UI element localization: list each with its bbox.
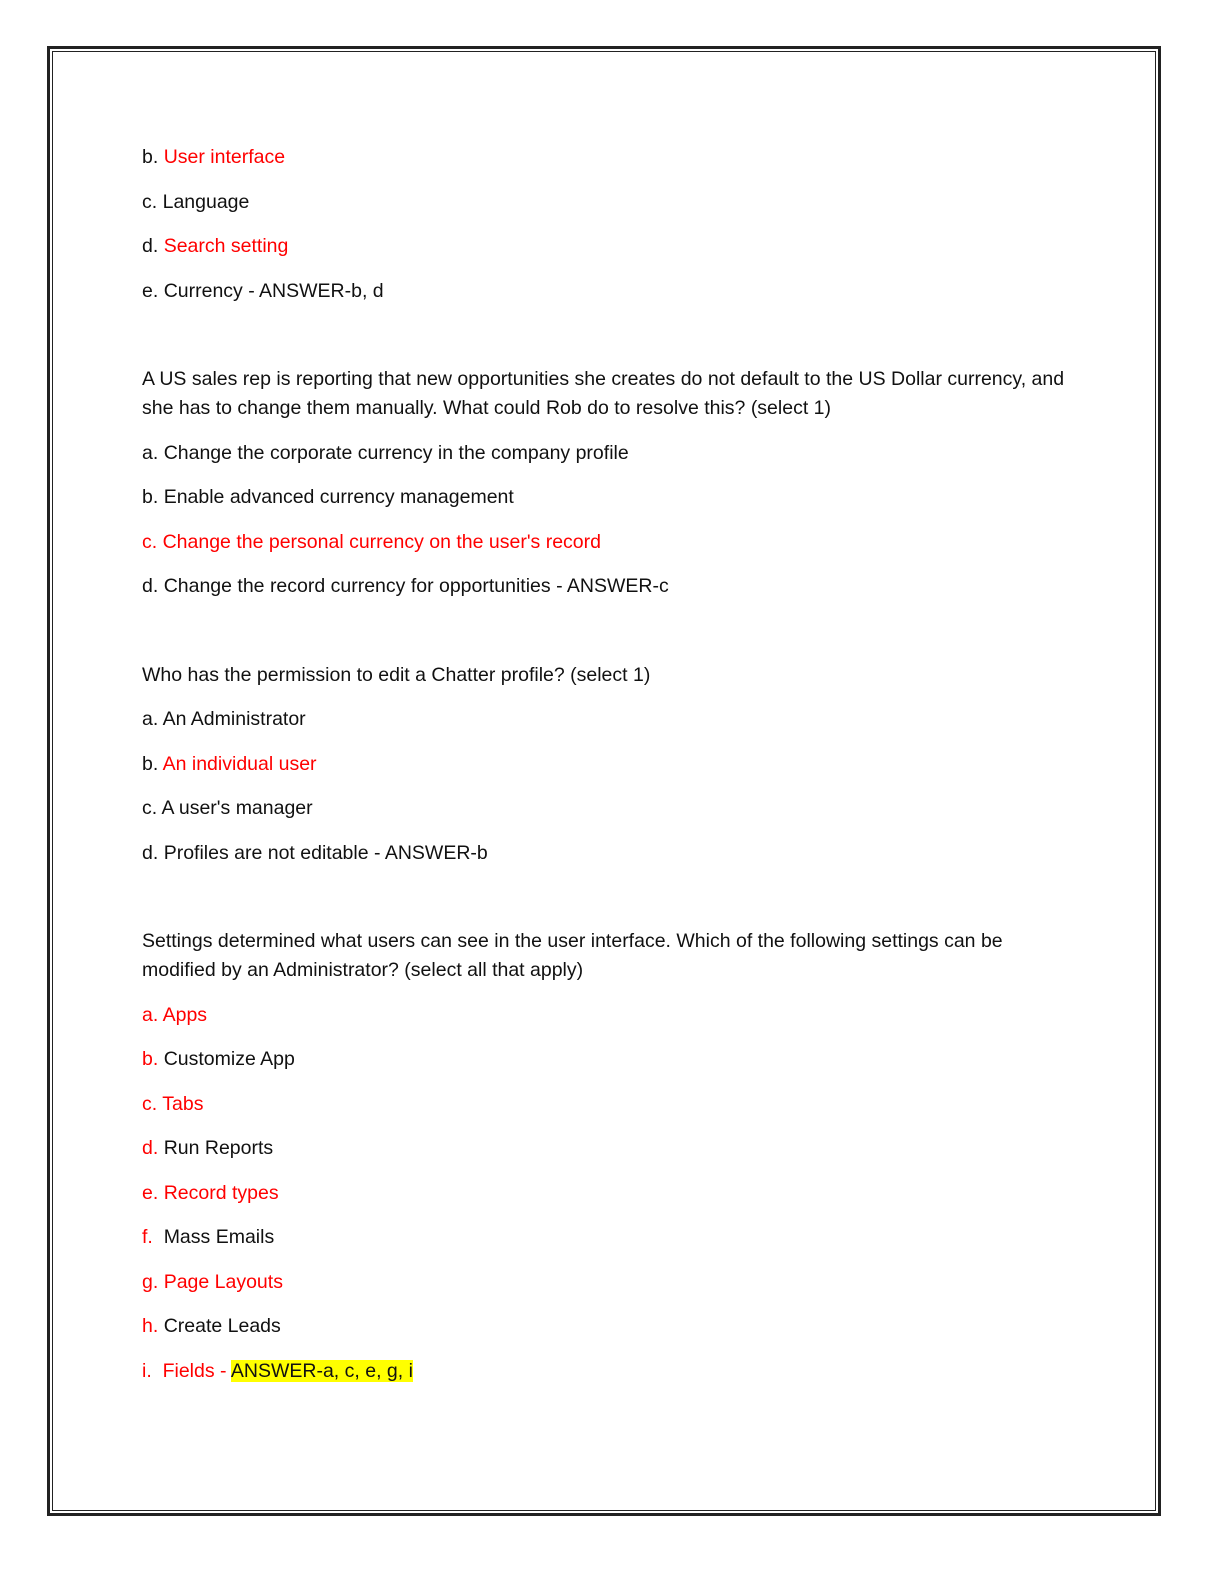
q4-option-d: d. Run Reports [142,1137,274,1159]
q3-option-a: a. An Administrator [142,708,306,730]
q2-option-a: a. Change the corporate currency in the company profile [142,441,629,464]
q4-option-i: i. Fields - ANSWER-a, c, e, g, i [142,1359,413,1382]
q4-option-g: g. Page Layouts [142,1270,283,1293]
q3-option-c: c. A user's manager [142,797,313,819]
q4-option-h: h. Create Leads [142,1315,281,1337]
q4-option-a: a. Apps [142,1003,208,1026]
q1-option-b: b. User interface [142,146,286,168]
q2-option-b: b. Enable advanced currency management [142,486,514,508]
q1-option-c: c. Language [142,190,250,213]
q1-option-d: d. Search setting [142,235,289,257]
q2-question: A US sales rep is reporting that new opportunities she creates do not default to the US Dollar currency, and she has to change them manually. What could Rob do to resolve this? (select 1) [142,368,1065,419]
q4-option-b: b. Customize App [142,1048,295,1070]
q3-question: Who has the permission to edit a Chatter profile? (select 1) [142,663,651,686]
q2-option-c: c. Change the personal currency on the user's record [142,530,601,553]
q3-option-b: b. An individual user [142,752,317,775]
document-body [142,143,1072,1401]
q3-option-d: d. Profiles are not editable - ANSWER-b [142,841,488,864]
q1-option-e: e. Currency - ANSWER-b, d [142,279,384,302]
answer-highlight: ANSWER-a, c, e, g, i [230,1359,413,1382]
q4-option-c: c. Tabs [142,1092,204,1115]
q2-option-d: d. Change the record currency for opportunities - ANSWER-c [142,575,669,597]
q4-option-e: e. Record types [142,1181,279,1204]
q4-option-f: f. Mass Emails [142,1226,275,1248]
q4-question: Settings determined what users can see in the user interface. Which of the following settings can be modified by an Administrator? (select all that apply) [142,930,1003,981]
